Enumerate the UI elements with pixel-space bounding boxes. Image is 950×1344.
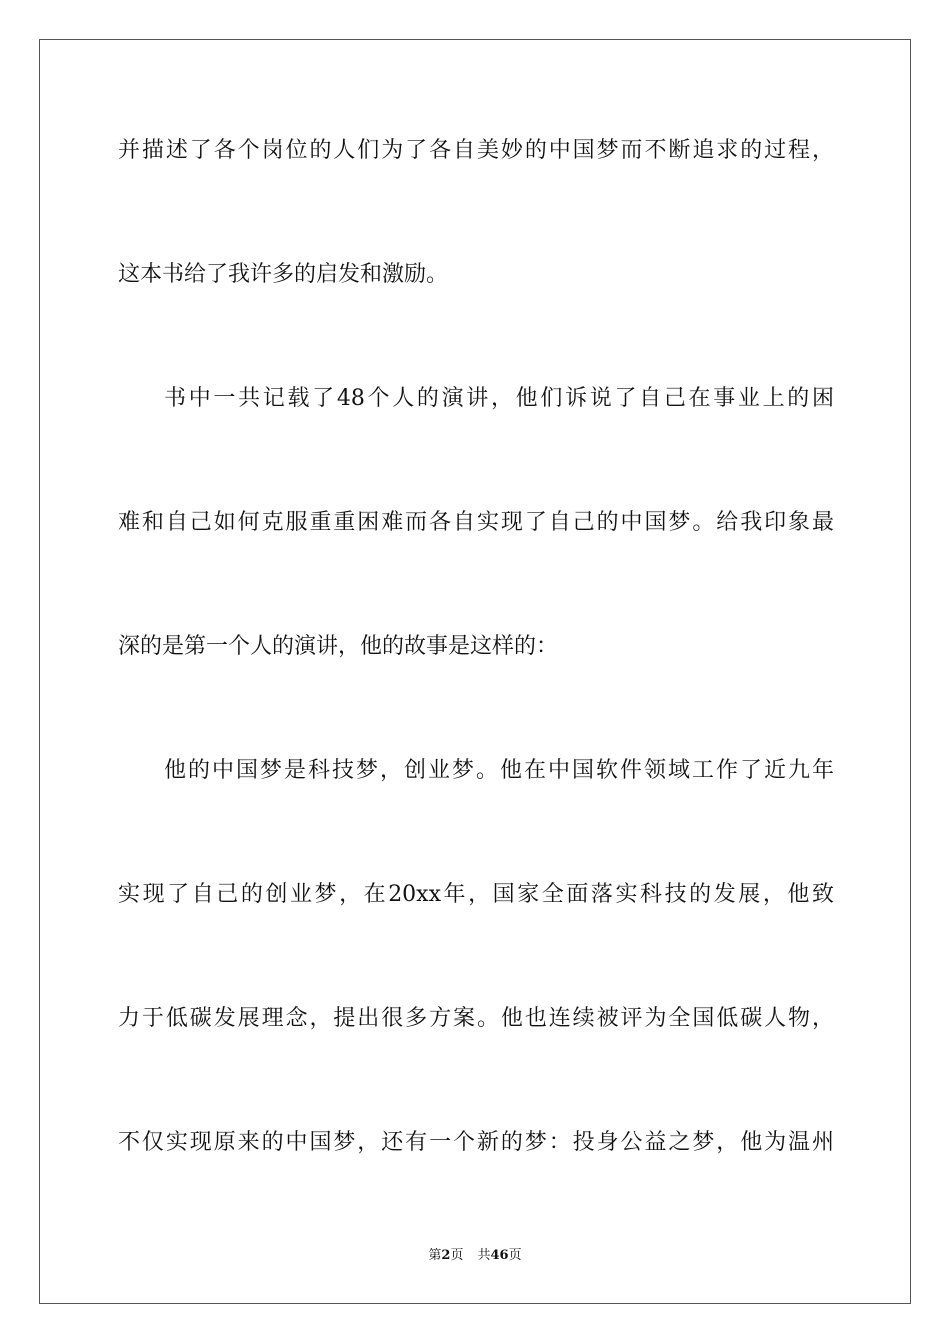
body-line-7: 实现了自己的创业梦，在20xx年，国家全面落实科技的发展，他致 bbox=[118, 882, 834, 907]
footer-page-number: 2 bbox=[441, 1248, 451, 1263]
footer-total-suffix: 页 bbox=[508, 1248, 522, 1263]
body-line-8: 力于低碳发展理念，提出很多方案。他也连续被评为全国低碳人物， bbox=[118, 1006, 834, 1031]
footer-total-pages: 46 bbox=[490, 1248, 509, 1263]
footer-total-prefix: 共 bbox=[477, 1248, 491, 1263]
footer-page-prefix: 第 bbox=[428, 1248, 442, 1263]
body-line-5: 深的是第一个人的演讲，他的故事是这样的： bbox=[118, 634, 559, 659]
page-border bbox=[39, 39, 911, 1304]
body-line-2: 这本书给了我许多的启发和激励。 bbox=[118, 262, 449, 287]
body-line-4: 难和自己如何克服重重困难而各自实现了自己的中国梦。给我印象最 bbox=[118, 510, 834, 535]
body-line-1: 并描述了各个岗位的人们为了各自美妙的中国梦而不断追求的过程， bbox=[118, 138, 834, 163]
page-footer bbox=[0, 1244, 950, 1263]
body-line-6: 他的中国梦是科技梦，创业梦。他在中国软件领域工作了近九年 bbox=[164, 758, 834, 783]
body-line-3: 书中一共记载了48个人的演讲，他们诉说了自己在事业上的困 bbox=[164, 386, 834, 411]
body-line-9: 不仅实现原来的中国梦，还有一个新的梦：投身公益之梦，他为温州 bbox=[118, 1130, 834, 1155]
footer-page-suffix: 页 bbox=[450, 1248, 464, 1263]
